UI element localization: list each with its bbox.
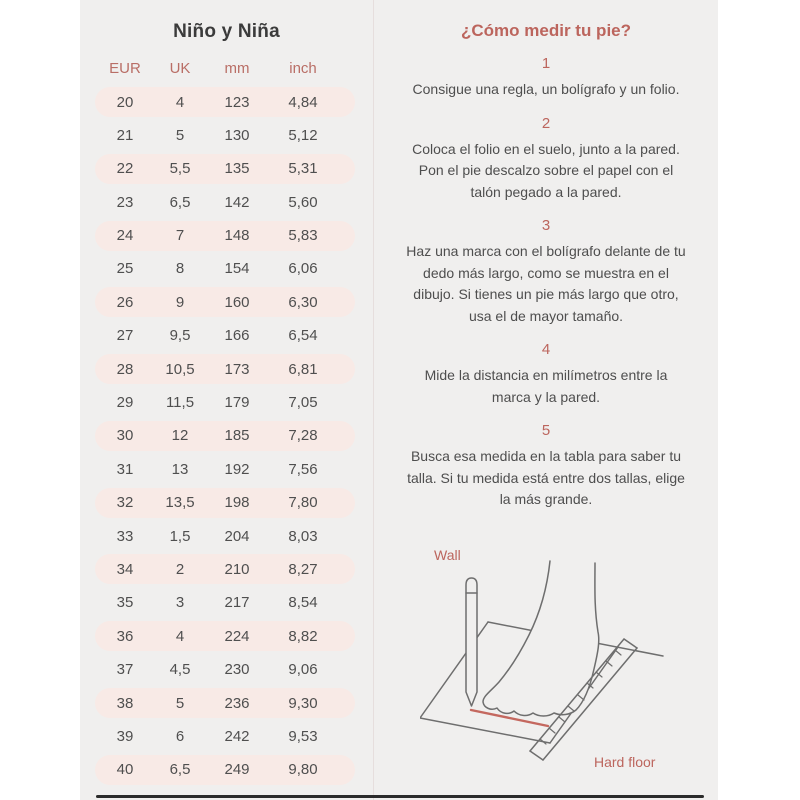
column-header-inch: inch [289,59,317,77]
table-cell: 236 [224,694,250,712]
table-cell: 36 [116,627,134,645]
table-cell: 22 [116,160,134,178]
table-row [95,621,355,651]
table-cell: 27 [116,327,134,345]
table-cell: 9,5 [169,327,191,345]
table-cell: 249 [224,761,250,779]
table-cell: 8,03 [288,527,318,545]
table-cell: 9,30 [288,694,318,712]
table-cell: 4 [175,627,185,645]
table-cell: 7,80 [288,494,318,512]
table-cell: 7,05 [288,394,318,412]
table-title: Niño y Niña [173,21,280,42]
table-cell: 130 [224,126,250,144]
table-cell: 12 [171,427,189,445]
table-row [95,655,355,685]
table-cell: 26 [116,293,134,311]
table-row [95,421,355,451]
table-cell: 4,5 [169,661,191,679]
table-row [95,388,355,418]
table-row [95,354,355,384]
table-cell: 5,5 [169,160,191,178]
table-cell: 13 [171,460,189,478]
table-row [95,187,355,217]
table-cell: 7,28 [288,427,318,445]
table-cell: 20 [116,93,134,111]
table-cell: 40 [116,761,134,779]
table-cell: 28 [116,360,134,378]
table-cell: 6,06 [288,260,318,278]
table-cell: 142 [224,193,250,211]
table-row [95,554,355,584]
table-cell: 4 [175,93,185,111]
table-cell: 8,27 [288,560,318,578]
table-cell: 1,5 [169,527,191,545]
table-cell: 5 [175,694,185,712]
table-cell: 9,53 [288,727,318,745]
table-row [95,154,355,184]
step-text: Consigue una regla, un bolígrafo y un folio. [412,81,680,97]
table-cell: 4,84 [288,93,318,111]
steps-list [374,41,718,511]
table-cell: 5 [175,126,185,144]
table-cell: 135 [224,160,250,178]
table-cell: 185 [224,427,250,445]
table-row [95,755,355,785]
table-cell: 5,31 [288,160,318,178]
table-cell: 37 [116,661,134,679]
table-row [95,221,355,251]
step-text: Mide la distancia en milímetros entre la marca y la pared. [424,367,668,405]
step-text: Busca esa medida en la tabla para saber tu talla. Si tu medida está entre dos tallas, elige la más grande. [407,448,685,507]
table-cell: 38 [116,694,134,712]
size-table-section [80,0,373,788]
table-cell: 217 [224,594,250,612]
table-cell: 32 [116,494,134,512]
step-number: 4 [541,341,551,358]
table-cell: 3 [175,594,185,612]
table-row [95,87,355,117]
table-cell: 10,5 [165,360,195,378]
table-cell: 25 [116,260,134,278]
table-cell: 5,83 [288,227,318,245]
size-table-body [80,87,373,785]
foot-measuring-drawing [420,545,760,775]
table-cell: 9 [175,293,185,311]
table-cell: 39 [116,727,134,745]
table-cell: 21 [116,126,134,144]
table-cell: 34 [116,560,134,578]
table-cell: 23 [116,193,134,211]
hard-floor-label: Hard floor [594,754,656,770]
table-cell: 5,12 [288,126,318,144]
table-cell: 166 [224,327,250,345]
table-cell: 154 [224,260,250,278]
guide-title: ¿Cómo medir tu pie? [461,21,631,40]
table-row [95,588,355,618]
table-cell: 30 [116,427,134,445]
table-cell: 8,82 [288,627,318,645]
foot-illustration [483,561,599,716]
table-cell: 6,5 [169,193,191,211]
table-cell: 148 [224,227,250,245]
table-row [95,120,355,150]
column-header-eur: EUR [109,59,141,77]
foot-measuring-illustration [420,545,760,775]
pencil-icon [466,578,477,706]
table-cell: 224 [224,627,250,645]
step-number: 1 [541,55,551,72]
table-cell: 31 [116,460,134,478]
table-cell: 6,30 [288,293,318,311]
table-cell: 230 [224,661,250,679]
wall-label: Wall [434,547,461,563]
table-row [95,521,355,551]
table-cell: 8 [175,260,185,278]
table-row [95,454,355,484]
step-text: Haz una marca con el bolígrafo delante de tu dedo más largo, como se muestra en el dibujo. Si tienes un pie más largo que otro, usa el de mayor tamaño. [406,243,686,324]
table-row [95,488,355,518]
table-cell: 198 [224,494,250,512]
table-cell: 192 [224,460,250,478]
table-cell: 9,80 [288,761,318,779]
table-cell: 6 [175,727,185,745]
table-row [95,254,355,284]
table-cell: 242 [224,727,250,745]
table-cell: 35 [116,594,134,612]
table-cell: 24 [116,227,134,245]
table-row [95,287,355,317]
step-text: Coloca el folio en el suelo, junto a la pared. Pon el pie descalzo sobre el papel con el talón pegado a la pared. [412,140,680,200]
table-cell: 5,60 [288,193,318,211]
measuring-guide-section [374,0,718,800]
step-number: 5 [541,422,551,439]
table-cell: 7 [175,227,185,245]
table-row [95,321,355,351]
table-cell: 160 [224,293,250,311]
table-row [95,688,355,718]
table-cell: 6,81 [288,360,318,378]
table-cell: 204 [224,527,250,545]
table-row [95,721,355,751]
table-cell: 11,5 [165,394,195,412]
table-cell: 173 [224,360,250,378]
table-cell: 29 [116,394,134,412]
table-cell: 6,5 [169,761,191,779]
column-header-mm: mm [224,59,250,77]
table-cell: 7,56 [288,460,318,478]
table-cell: 33 [116,527,134,545]
table-cell: 179 [224,394,250,412]
table-cell: 2 [175,560,185,578]
table-cell: 6,54 [288,327,318,345]
table-cell: 9,06 [288,661,318,679]
table-cell: 8,54 [288,594,318,612]
table-cell: 210 [224,560,250,578]
bottom-border-line [96,795,704,798]
table-cell: 123 [224,93,250,111]
column-header-uk: UK [169,59,191,77]
table-header-row [95,58,355,78]
table-cell: 13,5 [165,494,195,512]
step-number: 3 [541,217,551,234]
step-number: 2 [541,114,551,132]
